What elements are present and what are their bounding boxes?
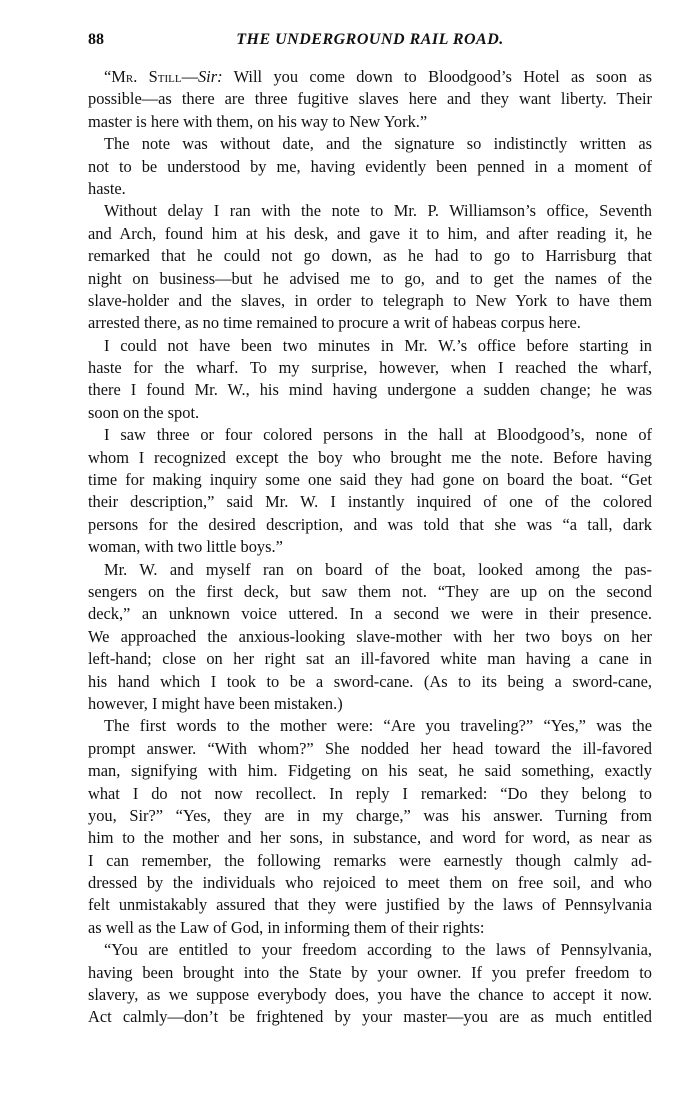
text-line: sengers on the first deck, but saw them not. “They are up on the second — [88, 581, 652, 601]
text-line: however, I might have been mistaken.) — [88, 693, 343, 713]
text-line: you, Sir?” “Yes, they are in my charge,” was his answer. Turning from — [88, 805, 652, 825]
open-quote: “ — [104, 67, 112, 86]
dash: — — [181, 67, 198, 86]
text-line: I can remember, the following remarks were earnestly though calmly ad- — [88, 850, 652, 870]
text-line: not to be understood by me, having evidently been penned in a moment of — [88, 156, 652, 176]
text-line: The first words to the mother were: “Are you traveling?” “Yes,” was the — [104, 716, 652, 736]
text-line: remarked that he could not go down, as he had to go to Harrisburg that — [88, 246, 652, 266]
text-line: whom I recognized except the boy who brought me the note. Before having — [88, 447, 652, 467]
text-line: dressed by the individuals who rejoiced to meet them on free soil, and who — [88, 873, 652, 893]
text-line: haste for the wharf. To my surprise, however, when I reached the wharf, — [88, 358, 652, 378]
text-line: slave-holder and the slaves, in order to telegraph to New York to have them — [88, 290, 652, 310]
text-line: Mr. W. and myself ran on board of the boat, looked among the pas- — [104, 559, 652, 579]
line-text: Will you come down to Bloodgood’s Hotel as soon as — [222, 67, 652, 86]
text-line — [88, 66, 652, 88]
text-line: haste. — [88, 178, 126, 198]
page-body — [88, 66, 652, 1029]
text-line: persons for the desired description, and was told that she was “a tall, dark — [88, 514, 652, 534]
text-line: “You are entitled to your freedom according to the laws of Pennsylvania, — [104, 940, 652, 960]
text-line: having been brought into the State by your owner. If you prefer freedom to — [88, 962, 652, 982]
text-line: We approached the anxious-looking slave-mother with her two boys on her — [88, 626, 652, 646]
text-line: their description,” said Mr. W. I instantly inquired of one of the colored — [88, 492, 652, 512]
text-line: as well as the Law of God, in informing them of their rights: — [88, 917, 485, 937]
text-line: prompt answer. “With whom?” She nodded her head toward the ill-favored — [88, 738, 652, 758]
text-line: The note was without date, and the signature so indistinctly written as — [104, 134, 652, 154]
text-line: soon on the spot. — [88, 402, 200, 422]
text-line: arrested there, as no time remained to procure a writ of habeas corpus here. — [88, 313, 581, 333]
text-line: slavery, as we suppose everybody does, you have the chance to accept it now. — [88, 985, 652, 1005]
text-line: night on business—but he advised me to go, and to get the names of the — [88, 268, 652, 288]
text-line: there I found Mr. W., his mind having undergone a sudden change; he was — [88, 380, 652, 400]
text-line: man, signifying with him. Fidgeting on his seat, he said something, exactly — [88, 761, 652, 781]
text-line: him to the mother and her sons, in substance, and word for word, as near as — [88, 828, 652, 848]
text-line: felt unmistakably assured that they were justified by the laws of Pennsylvania — [88, 895, 652, 915]
text-line: deck,” an unknown voice uttered. In a second we were in their presence. — [88, 604, 652, 624]
text-line: possible—as there are three fugitive slaves here and they want liberty. Their — [88, 89, 652, 109]
text-line: master is here with them, on his way to New York.” — [88, 111, 428, 131]
text-line: woman, with two little boys.” — [88, 537, 283, 557]
text-line: left-hand; close on her right sat an ill-favored white man having a cane in — [88, 649, 652, 669]
page-number: 88 — [88, 31, 104, 48]
text-line: time for making inquiry some one said they had gone on board the boat. “Get — [88, 470, 652, 490]
text-line: and Arch, found him at his desk, and gave it to him, and after reading it, he — [88, 223, 652, 243]
text-line: I could not have been two minutes in Mr. W.’s office before starting in — [104, 335, 652, 355]
salutation-name: Mr. Still — [111, 67, 182, 86]
text-line: his hand which I took to be a sword-cane. (As to its being a sword-cane, — [88, 671, 652, 691]
text-line: I saw three or four colored persons in the hall at Bloodgood’s, none of — [104, 425, 652, 445]
running-title: THE UNDERGROUND RAIL ROAD. — [236, 31, 504, 48]
text-line: Act calmly—don’t be frightened by your master—you are as much entitled — [88, 1007, 652, 1027]
text-line: Without delay I ran with the note to Mr. P. Williamson’s office, Seventh — [104, 201, 652, 221]
running-header — [88, 31, 652, 53]
text-line: what I do not now recollect. In reply I remarked: “Do they belong to — [88, 783, 652, 803]
salutation-sir: Sir: — [197, 67, 223, 86]
